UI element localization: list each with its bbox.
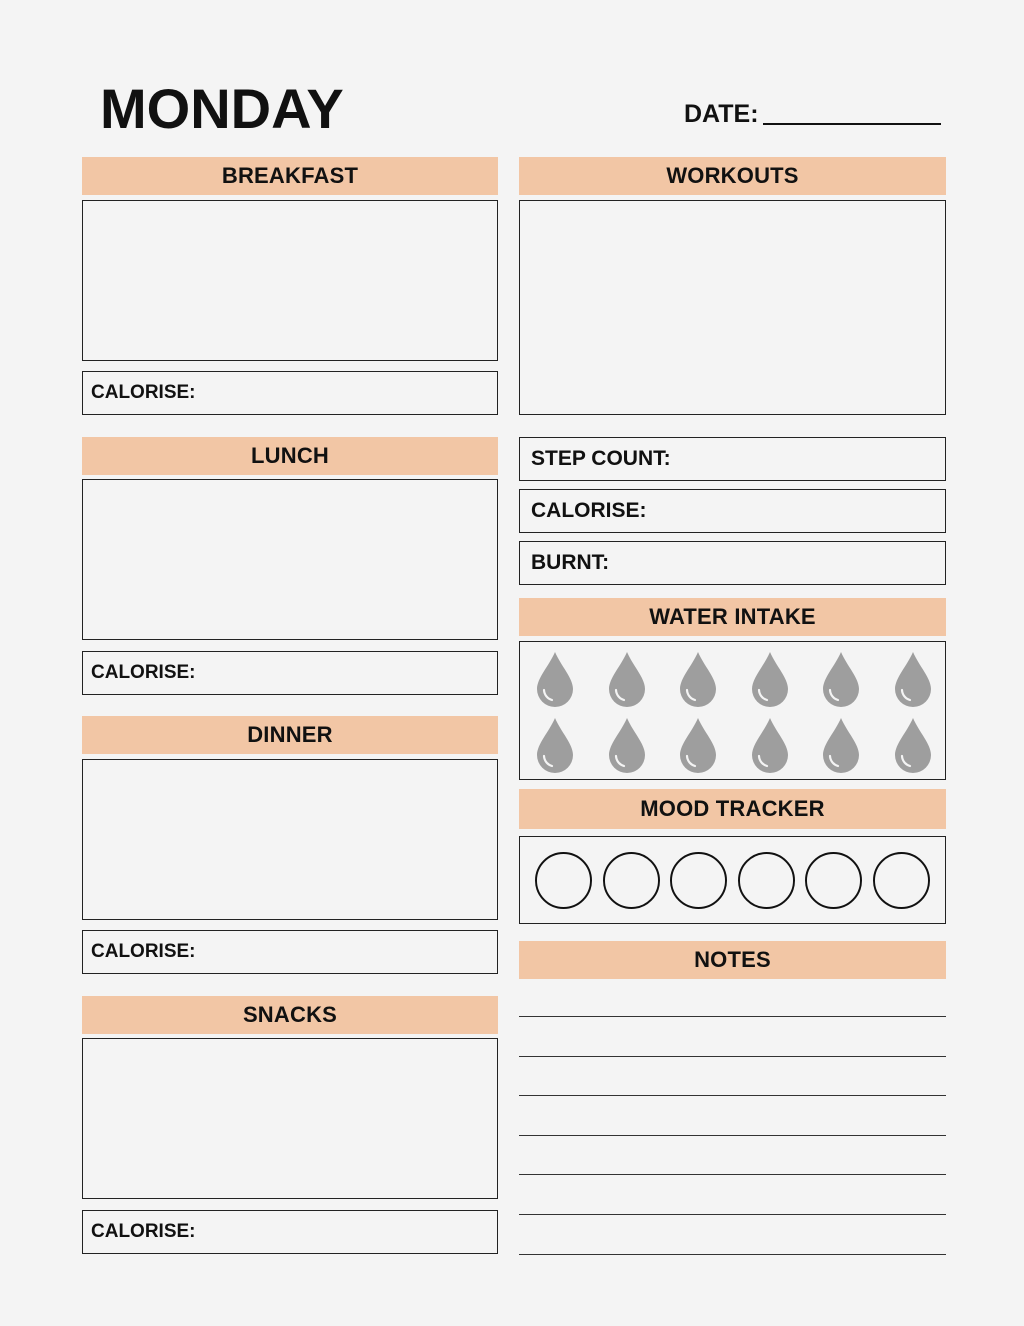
lunch-box[interactable]	[82, 479, 498, 640]
snacks-calorise-field[interactable]	[82, 1210, 498, 1254]
notes-line[interactable]	[519, 1056, 946, 1057]
notes-header: NOTES	[519, 941, 946, 979]
mood-circle[interactable]	[670, 852, 727, 909]
lunch-header: LUNCH	[82, 437, 498, 475]
water-drop-icon[interactable]	[535, 716, 575, 774]
water-drop-icon[interactable]	[821, 650, 861, 708]
mood-circle[interactable]	[805, 852, 862, 909]
step-count-field[interactable]	[519, 437, 946, 481]
breakfast-calorise-field[interactable]	[82, 371, 498, 415]
water-drop-icon[interactable]	[535, 650, 575, 708]
notes-line[interactable]	[519, 1016, 946, 1017]
dinner-header: DINNER	[82, 716, 498, 754]
water-drop-icon[interactable]	[893, 716, 933, 774]
mood-circle[interactable]	[535, 852, 592, 909]
snacks-header: SNACKS	[82, 996, 498, 1034]
water-drop-icon[interactable]	[750, 716, 790, 774]
notes-line[interactable]	[519, 1254, 946, 1255]
breakfast-box[interactable]	[82, 200, 498, 361]
step-count-label: STEP COUNT:	[531, 447, 671, 470]
page-title: MONDAY	[100, 77, 344, 140]
mood-circle[interactable]	[738, 852, 795, 909]
water-drop-icon[interactable]	[893, 650, 933, 708]
notes-line[interactable]	[519, 1214, 946, 1215]
calorise-label: CALORISE:	[91, 1221, 196, 1242]
burnt-field[interactable]	[519, 541, 946, 585]
water-drop-icon[interactable]	[678, 716, 718, 774]
mood-circle[interactable]	[873, 852, 930, 909]
calorise-label: CALORISE:	[91, 382, 196, 403]
mood-tracker-header: MOOD TRACKER	[519, 789, 946, 829]
notes-line[interactable]	[519, 1174, 946, 1175]
date-field[interactable]	[684, 100, 941, 129]
water-drop-icon[interactable]	[821, 716, 861, 774]
dinner-calorise-field[interactable]	[82, 930, 498, 974]
lunch-calorise-field[interactable]	[82, 651, 498, 695]
water-intake-grid	[519, 641, 946, 780]
snacks-box[interactable]	[82, 1038, 498, 1199]
mood-circle[interactable]	[603, 852, 660, 909]
notes-line[interactable]	[519, 1135, 946, 1136]
water-drop-icon[interactable]	[750, 650, 790, 708]
workouts-box[interactable]	[519, 200, 946, 415]
workouts-header: WORKOUTS	[519, 157, 946, 195]
calorise-burnt-field[interactable]	[519, 489, 946, 533]
date-label: DATE:	[684, 100, 759, 128]
dinner-box[interactable]	[82, 759, 498, 920]
water-drop-icon[interactable]	[607, 716, 647, 774]
water-drop-icon[interactable]	[607, 650, 647, 708]
water-drop-icon[interactable]	[678, 650, 718, 708]
breakfast-header: BREAKFAST	[82, 157, 498, 195]
notes-line[interactable]	[519, 1095, 946, 1096]
calorise-label: CALORISE:	[91, 941, 196, 962]
mood-tracker-row	[519, 836, 946, 924]
calorise-label: CALORISE:	[91, 662, 196, 683]
burnt-label: BURNT:	[531, 551, 610, 574]
calorise-label: CALORISE:	[531, 499, 647, 522]
water-intake-header: WATER INTAKE	[519, 598, 946, 636]
date-input-line[interactable]	[763, 123, 941, 125]
